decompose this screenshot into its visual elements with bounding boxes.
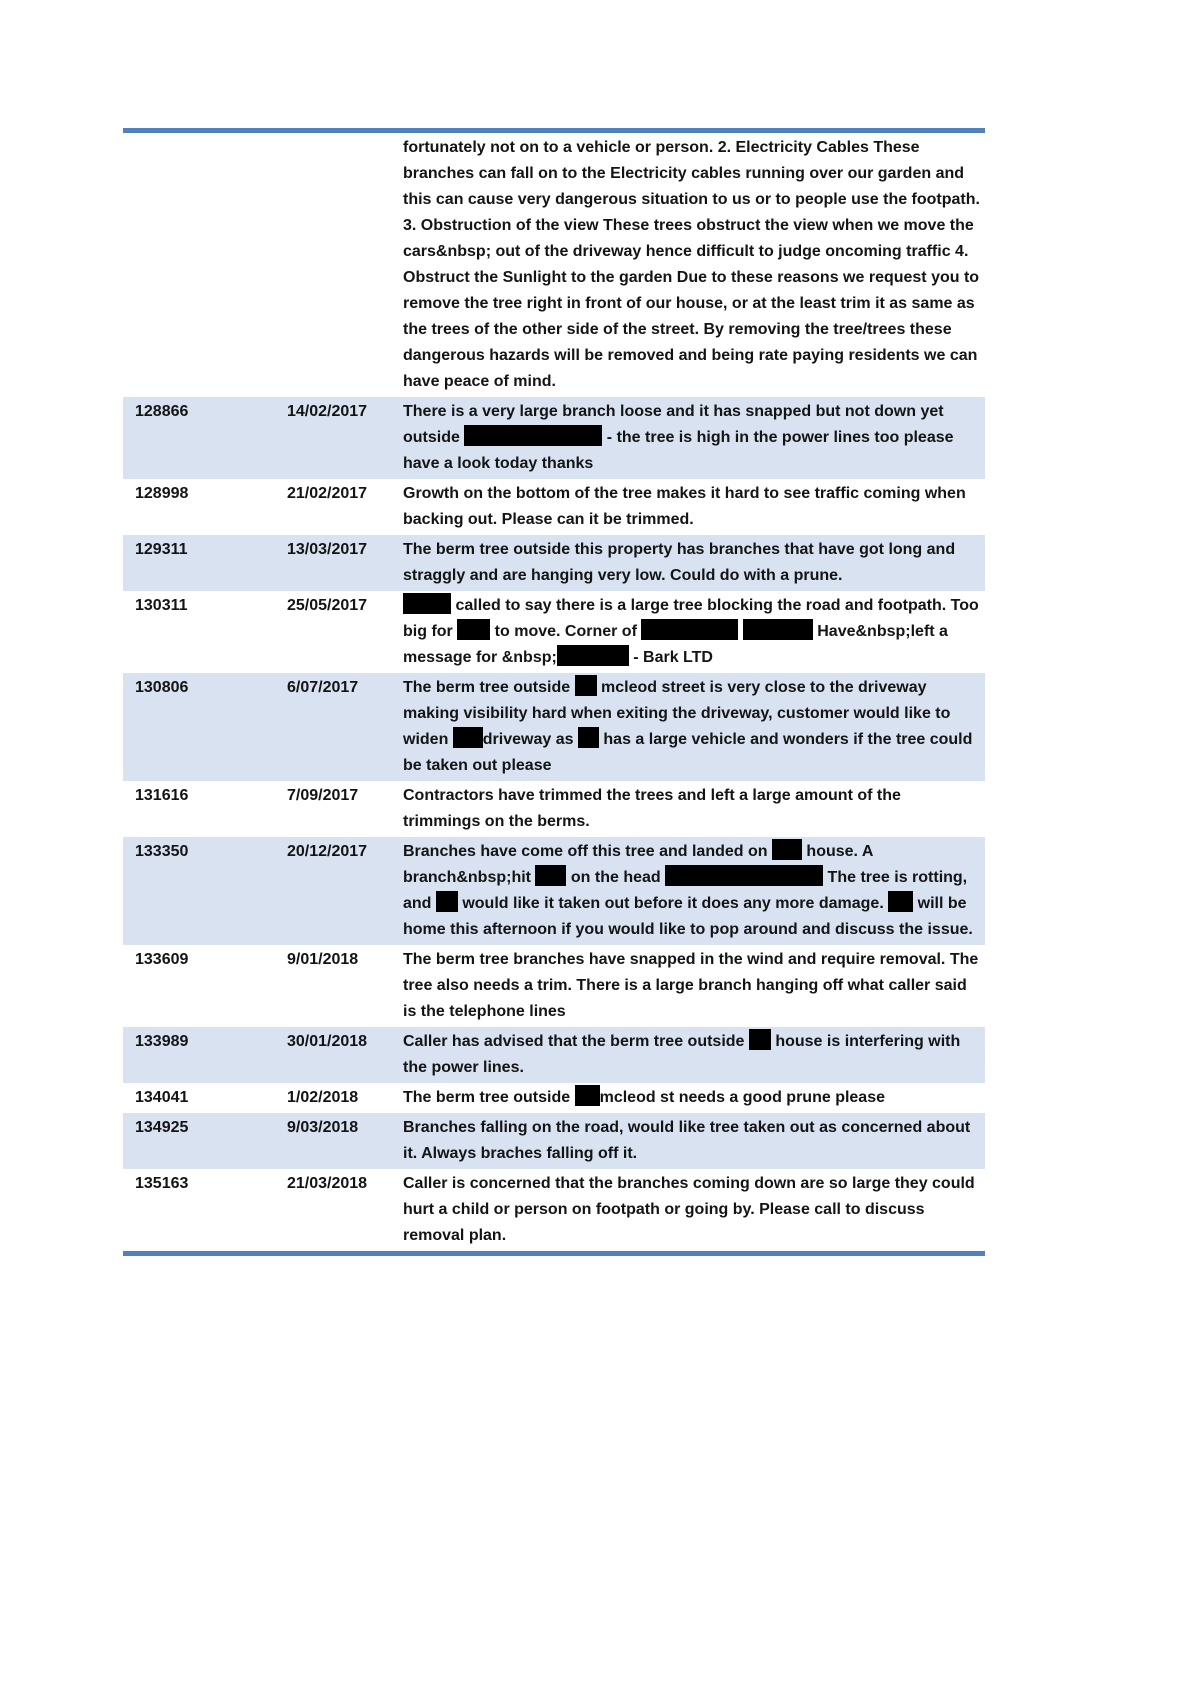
redaction-box <box>557 645 629 666</box>
table-row <box>123 397 985 479</box>
request-id-cell: 133609 <box>135 951 189 968</box>
request-id-cell: 135163 <box>135 1175 189 1192</box>
request-id-cell: 128866 <box>135 403 189 420</box>
request-date-cell: 7/09/2017 <box>287 787 359 804</box>
table-row <box>123 591 985 673</box>
request-id-cell: 134041 <box>135 1089 189 1106</box>
redaction-box <box>535 865 566 886</box>
redaction-box <box>743 619 813 640</box>
redaction-box <box>453 727 483 748</box>
table-row <box>123 837 985 945</box>
table-row <box>123 1113 985 1169</box>
request-description-cell: The berm tree outside this property has branches that have got long and straggly and are hanging very low. Could do with a prune. <box>403 541 956 584</box>
request-id-cell: 128998 <box>135 485 189 502</box>
request-id-cell: 129311 <box>135 541 188 558</box>
request-id-cell <box>123 133 287 137</box>
request-description-cell: The berm tree outside mcleod st needs a good prune please <box>403 1083 985 1113</box>
table-row <box>123 1169 985 1251</box>
redaction-box <box>641 619 738 640</box>
request-description-cell: The berm tree branches have snapped in the wind and require removal. The tree also needs a trim. There is a large branch hanging off what caller said is the telephone lines <box>403 951 979 1020</box>
request-date-cell: 25/05/2017 <box>287 597 368 614</box>
request-description-cell: fortunately not on to a vehicle or person. 2. Electricity Cables These branches can fall on to the Electricity cables running over our garden and this can cause very dangerous situation to us or to people use the footpath. 3. Obstruction of the view These trees obstruct the view when we move the cars&nbsp; out of the driveway hence difficult to judge oncoming traffic 4. Obstruct the Sunlight to the garden Due to these reasons we request you to remove the tree right in front of our house, or at the least trim it as same as the trees of the other side of the street. By removing the tree/trees these dangerous hazards will be removed and being rate paying residents we can have peace of mind. <box>403 139 980 390</box>
table-row <box>123 673 985 781</box>
requests-table <box>123 128 985 1256</box>
request-description-cell: Caller is concerned that the branches coming down are so large they could hurt a child or person on footpath or going by. Please call to discuss removal plan. <box>403 1175 975 1244</box>
request-date-cell: 20/12/2017 <box>287 843 368 860</box>
request-date-cell <box>287 133 403 137</box>
table-row <box>123 1083 985 1113</box>
request-date-cell: 9/01/2018 <box>287 951 359 968</box>
request-description-cell: Branches falling on the road, would like tree taken out as concerned about it. Always braches falling off it. <box>403 1119 971 1162</box>
request-description-cell: The berm tree outside mcleod street is very close to the driveway making visibility hard when exiting the driveway, customer would like to widen driveway as has a large vehicle and wonders if the tree could be taken out please <box>403 673 985 781</box>
table-row <box>123 781 985 837</box>
request-description-cell: Caller has advised that the berm tree outside house is interfering with the power lines. <box>403 1027 985 1083</box>
redaction-box <box>403 593 451 614</box>
redaction-box <box>578 727 599 748</box>
request-description-cell: Branches have come off this tree and landed on house. A branch&nbsp;hit on the head The tree is rotting, and would like it taken out before it does any more damage. will be home this afternoon if you would like to pop around and discuss the issue. <box>403 837 985 945</box>
redaction-box <box>436 891 458 912</box>
redaction-box <box>464 425 602 446</box>
request-date-cell: 21/02/2017 <box>287 485 368 502</box>
redaction-box <box>457 619 490 640</box>
request-date-cell: 1/02/2018 <box>287 1089 359 1106</box>
request-id-cell: 130311 <box>135 597 188 614</box>
redaction-box <box>772 839 802 860</box>
request-description-cell: Contractors have trimmed the trees and left a large amount of the trimmings on the berms. <box>403 787 901 830</box>
request-id-cell: 131616 <box>135 787 189 804</box>
table-row <box>123 1027 985 1083</box>
request-description-cell: There is a very large branch loose and it has snapped but not down yet outside - the tree is high in the power lines too please have a look today thanks <box>403 403 954 472</box>
request-id-cell: 130806 <box>135 679 189 696</box>
redaction-box <box>575 675 597 696</box>
table-row <box>123 133 985 397</box>
request-date-cell: 21/03/2018 <box>287 1175 368 1192</box>
request-id-cell: 133350 <box>135 843 189 860</box>
table-row <box>123 479 985 535</box>
table-row <box>123 945 985 1027</box>
request-date-cell: 13/03/2017 <box>287 541 368 558</box>
request-description-cell: called to say there is a large tree blocking the road and footpath. Too big for to move. Corner of Have&nbsp;left a message for &nbsp; - Bark LTD <box>403 591 985 673</box>
request-id-cell: 133989 <box>135 1033 189 1050</box>
redaction-box <box>665 865 823 886</box>
request-date-cell: 6/07/2017 <box>287 679 359 696</box>
request-date-cell: 14/02/2017 <box>287 403 368 420</box>
request-date-cell: 9/03/2018 <box>287 1119 359 1136</box>
redaction-box <box>888 891 913 912</box>
table-row <box>123 535 985 591</box>
request-id-cell: 134925 <box>135 1119 189 1136</box>
request-description-cell: Growth on the bottom of the tree makes it hard to see traffic coming when backing out. Please can it be trimmed. <box>403 485 966 528</box>
redaction-box <box>575 1085 600 1106</box>
redaction-box <box>749 1029 771 1050</box>
request-date-cell: 30/01/2018 <box>287 1033 368 1050</box>
